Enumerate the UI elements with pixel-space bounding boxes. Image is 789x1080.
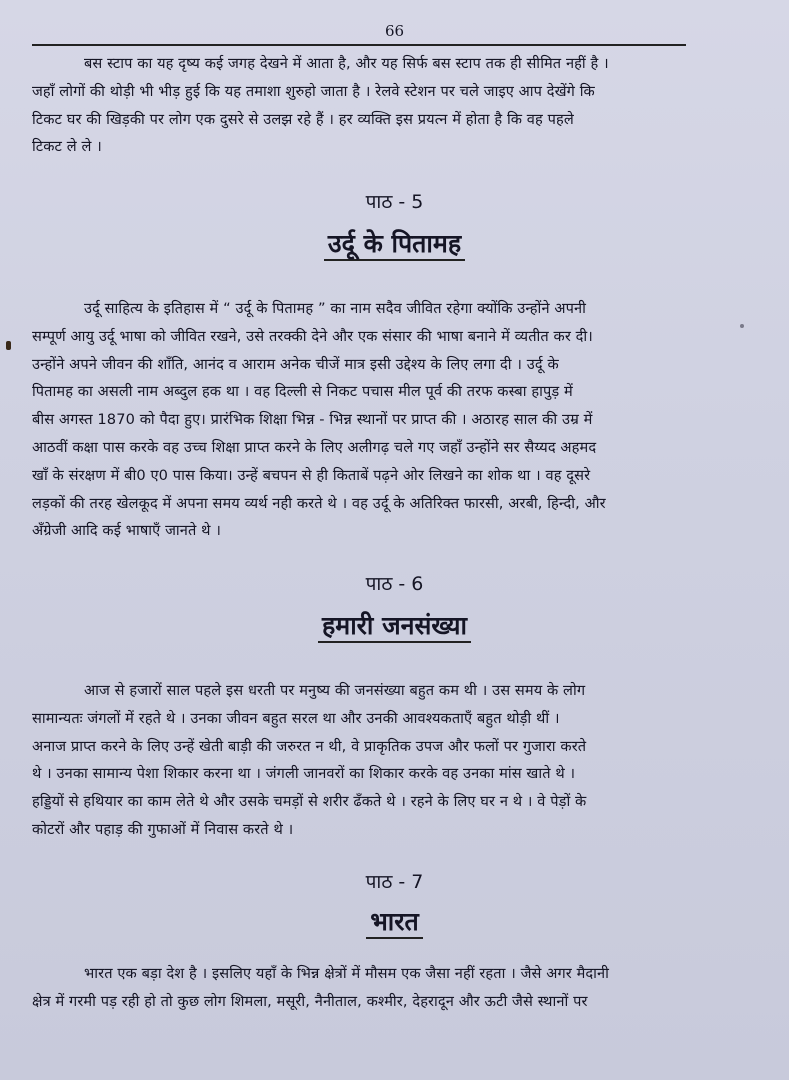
intro-paragraph [32, 50, 694, 161]
paragraph-line: लड़कों की तरह खेलकूद में अपना समय व्यर्थ नही करते थे । वह उर्दू के अतिरिक्त फारसी, अरबी, हिन्दी, और [32, 494, 606, 512]
paragraph-line: सम्पूर्ण आयु उर्दू भाषा को जीवित रखने, उसे तरक्की देने और एक संसार की भाषा बनाने में व्यतीत कर दी। [32, 327, 593, 345]
paragraph-line: खाँ के संरक्षण में बी0 ए0 पास किया। उन्हें बचपन से ही किताबें पढ़ने ओर लिखने का शोक था । वह दूसरे [32, 466, 591, 484]
lesson-title [0, 904, 789, 938]
paragraph-line: पितामह का असली नाम अब्दुल हक था । वह दिल्ली से निकट पचास मील पूर्व की तरफ कस्बा हापुड़ में [32, 383, 573, 401]
paragraph-line: क्षेत्र में गरमी पड़ रही हो तो कुछ लोग शिमला, मसूरी, नैनीताल, कश्मीर, देहरादून और ऊटी जैसे स्थानों पर [32, 992, 588, 1010]
paragraph-line: अनाज प्राप्त करने के लिए उन्हें खेती बाड़ी की जरुरत न थी, वे प्राकृतिक उपज और फलों पर गुजारा करते [32, 737, 587, 755]
paragraph-line: सामान्यतः जंगलों में रहते थे । उनका जीवन बहुत सरल था और उनकी आवश्यकताएँ बहुत थोड़ी थीं । [32, 709, 560, 727]
lesson-paragraph [32, 295, 694, 545]
lesson-title-text: उर्दू के पितामह [324, 229, 465, 261]
paragraph-line: टिकट ले ले । [32, 138, 102, 156]
lesson-label: पाठ - 6 [365, 573, 424, 595]
paragraph-line: कोटरों और पहाड़ की गुफाओं में निवास करते थे । [32, 820, 294, 838]
header-rule [32, 44, 686, 46]
scan-mark [740, 324, 744, 328]
lesson-paragraph [32, 677, 694, 844]
lesson-title-text: भारत [366, 907, 423, 939]
paragraph-line: बीस अगस्त 1870 को पैदा हुए। प्रारंभिक शिक्षा भिन्न - भिन्न स्थानों पर प्राप्त की । अठारह साल की उम्र में [32, 411, 593, 429]
page-number: 66 [384, 22, 405, 40]
lesson-label: पाठ - 7 [365, 871, 424, 893]
paragraph-line: उन्होंने अपने जीवन की शाँति, आनंद व आराम अनेक चीजें मात्र इसी उद्देश्य के लिए लगा दी । उर्दू के [32, 355, 559, 373]
paragraph-line: टिकट घर की खिड़की पर लोग एक दुसरे से उलझ रहे हैं । हर व्यक्ति इस प्रयत्न में होता है कि वह पहले [32, 110, 574, 128]
lesson-paragraph [32, 960, 694, 1016]
paragraph-line: हड्डियों से हथियार का काम लेते थे और उसके चमड़ों से शरीर ढँकते थे । रहने के लिए घर न थे । वे पेड़ों के [32, 793, 587, 811]
paragraph-line: उर्दू साहित्य के इतिहास में “ उर्दू के पितामह ” का नाम सदैव जीवित रहेगा क्योंकि उन्होंने अपनी [84, 300, 586, 317]
lesson-title [0, 608, 789, 642]
paragraph-line: आठवीं कक्षा पास करके वह उच्च शिक्षा प्राप्त करने के लिए अलीगढ़ चले गए जहाँ उन्होंने सर सैय्यद अहमद [32, 438, 597, 456]
lesson-title [0, 226, 789, 260]
scan-mark [6, 341, 11, 350]
paragraph-line: जहाँ लोगों की थोड़ी भी भीड़ हुई कि यह तमाशा शुरुहो जाता है । रेलवे स्टेशन पर चले जाइए आप देखेंगे कि [32, 82, 595, 100]
paragraph-line: भारत एक बड़ा देश है । इसलिए यहाँ के भिन्न क्षेत्रों में मौसम एक जैसा नहीं रहता । जैसे अगर मैदानी [84, 965, 610, 982]
lesson-label: पाठ - 5 [365, 191, 424, 213]
paragraph-line: अँग्रेजी आदि कई भाषाएँ जानते थे । [32, 522, 221, 540]
paragraph-line: बस स्टाप का यह दृष्य कई जगह देखने में आता है, और यह सिर्फ बस स्टाप तक ही सीमित नहीं है । [84, 55, 609, 72]
paragraph-line: आज से हजारों साल पहले इस धरती पर मनुष्य की जनसंख्या बहुत कम थी । उस समय के लोग [84, 682, 586, 699]
paragraph-line: थे । उनका सामान्य पेशा शिकार करना था । जंगली जानवरों का शिकार करके वह उनका मांस खाते थे । [32, 765, 576, 783]
lesson-title-text: हमारी जनसंख्या [318, 611, 471, 643]
